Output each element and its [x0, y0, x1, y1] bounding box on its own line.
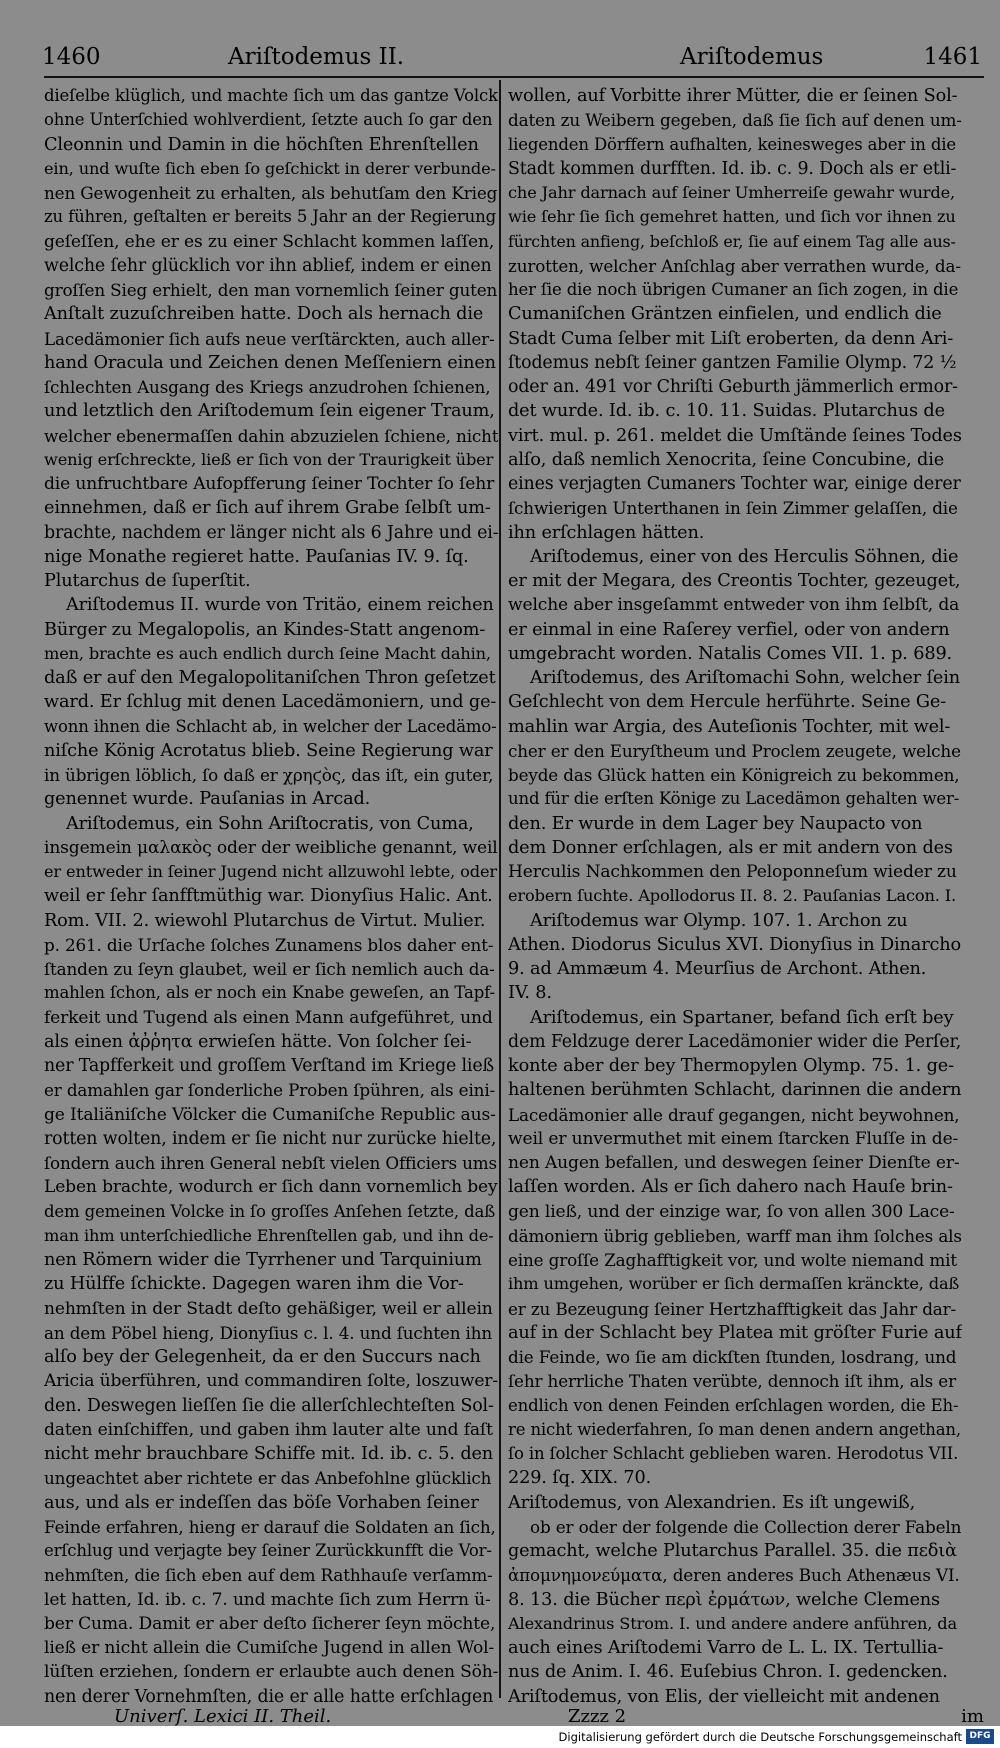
text-line: in übrigen löblich, ſo daß er χρηϛὸς, das iſt, ein guter, — [44, 765, 494, 785]
left-column — [44, 84, 498, 1709]
text-line: ungeachtet aber richtete er das Anbefohlne glücklich — [44, 1468, 492, 1489]
text-line: ἀπομνημονεύματα, deren anderes Buch Athenæus VI. — [508, 1565, 960, 1586]
text-line: ber Cuma. Damit er aber deſto ſicherer ſeyn möchte, — [44, 1613, 496, 1634]
text-line: umgebracht worden. Natalis Comes VII. 1. p. 689. — [508, 643, 953, 664]
text-line: daten einſchiffen, und gaben ihm lauter alte und faſt — [44, 1419, 493, 1440]
text-line: erobern ſuchte. Apollodorus II. 8. 2. Pauſanias Lacon. I. — [508, 886, 956, 906]
text-line: die unfruchtbare Aufopfferung ſeiner Tochter ſo ſehr — [44, 474, 495, 494]
text-line: weil er ſehr ſanfftmüthig war. Dionyſius Halic. Ant. — [44, 886, 493, 907]
text-line: virt. mul. p. 261. meldet die Umſtände ſeines Todes — [508, 425, 962, 446]
text-line: auf in der Schlacht bey Platea mit gröſter Furie auf — [508, 1322, 962, 1343]
running-head-right: Ariſtodemus — [680, 44, 824, 70]
text-line: als einen ἀῤῥητα erwieſen hätte. Von ſolcher ſei- — [44, 1031, 472, 1052]
page-number-left: 1460 — [42, 44, 101, 70]
text-line: Ariſtodemus, einer von des Herculis Söhnen, die — [530, 546, 959, 567]
text-line: nehmſten in der Stadt deſto gehäßiger, weil er allein — [44, 1298, 493, 1319]
text-line: wollen, auf Vorbitte ihrer Mütter, die er ſeinen Sol- — [508, 86, 958, 106]
text-line: ner Tapfferkeit und groſſem Verſtand im Kriege ließ — [44, 1056, 494, 1076]
text-line: ſehr herrliche Thaten verübte, dennoch iſt ihm, als er — [508, 1371, 956, 1392]
text-line: eines verjagten Cumaners Tochter war, einige derer — [508, 474, 961, 494]
text-line: Ariſtodemus, von Alexandrien. Es iſt ungewiß, — [508, 1492, 916, 1513]
text-line: daß er auf den Megalopolitaniſchen Thron geſetzet — [44, 668, 496, 688]
text-line: men, brachte es auch endlich durch ſeine Macht dahin, — [44, 643, 491, 663]
text-line: ſondern auch ihren General nebſt vielen Officiers ums — [44, 1153, 497, 1173]
text-line: daten zu Weibern gegeben, daß ſie ſich auf denen um- — [508, 110, 962, 131]
text-line: welche ſehr glücklich vor ihn ablief, indem er einen — [44, 255, 492, 276]
text-line: welcher ebenermaſſen dahin abzuzielen ſchiene, nicht — [44, 425, 498, 446]
text-line: niſche König Acrotatus blieb. Seine Regierung war — [44, 740, 493, 761]
text-line: Cleonnin und Damin in die höchſten Ehrenſtellen — [44, 134, 479, 155]
text-line: und für die erſten Könige zu Lacedämon gehalten wer- — [508, 789, 960, 809]
text-line: Plutarchus de ſuperſtit. — [44, 571, 251, 591]
text-line: geſeſſen, ehe er es zu einer Schlacht kommen laſſen, — [44, 231, 495, 252]
text-line: nen derer Vornehmſten, die er alle hatte erſchlagen — [44, 1686, 494, 1707]
text-line: det wurde. Id. ib. c. 10. 11. Suidas. Plutarchus de — [508, 401, 945, 422]
text-line: liegenden Dörffern aufhalten, keinesweges aber in die — [508, 134, 957, 154]
text-line: man ihm unterſchiedliche Ehrenſtellen gab, und ihn de- — [44, 1225, 494, 1245]
text-line: Lacedämonier ſich aufs neue verſtärckten, auch aller- — [44, 328, 495, 349]
text-line: zu führen, geſtalten er bereits 5 Jahr an der Regierung — [44, 207, 497, 227]
text-line: ihm umgehen, worüber er ſich dermaſſen kränckte, daß — [508, 1274, 960, 1294]
text-line: ſtodemus nebſt ſeiner gantzen Familie Olymp. 72 ½ — [508, 352, 957, 373]
text-line: Aricia überführen, und commandiren ſolte, loszuwer- — [44, 1371, 498, 1392]
right-column — [508, 84, 962, 1709]
text-line: Cumaniſchen Gräntzen einfielen, und endlich die — [508, 304, 942, 325]
text-line: Feinde erfahren, hieng er darauf die Soldaten an ſich, — [44, 1516, 496, 1537]
text-line: ließ er nicht allein die Cumiſche Jugend in allen Wol- — [44, 1638, 495, 1658]
text-line: haltenen berühmten Schlacht, darinnen die andern — [508, 1080, 962, 1101]
text-line: Stadt Cuma ſelber mit Liſt eroberten, da denn Ari- — [508, 328, 954, 349]
text-line: aus, und als er indeſſen das böſe Vorhaben ſeiner — [44, 1492, 479, 1513]
text-line: ein, und wuſte ſich eben ſo geſchickt in derer verbunde- — [44, 158, 496, 178]
text-line: ge Italiäniſche Völcker die Cumaniſche Republic aus- — [44, 1104, 496, 1125]
text-line: ferkeit und Tugend als einen Mann aufgeführet, und — [44, 1007, 493, 1028]
credit-bar — [0, 1726, 1000, 1748]
text-line: Alexandrinus Strom. I. und andere andere anführen, da — [508, 1613, 957, 1633]
catchword: im — [961, 1706, 984, 1726]
text-line: Ariſtodemus II. wurde von Tritäo, einem reichen — [66, 595, 494, 616]
text-line: laſſen worden. Als er ſich dahero nach Hauſe brin- — [508, 1177, 953, 1198]
text-line: und letztlich den Ariſtodemum ſein eigener Traum, — [44, 401, 495, 422]
text-line: erſchlug und verjagte bey ſeiner Zurückkunfft die Vor- — [44, 1541, 492, 1560]
text-line: Ariſtodemus, ein Spartaner, befand ſich erſt bey — [530, 1007, 954, 1028]
text-line: mahlin war Argia, des Auteſionis Tochter, mit wel- — [508, 716, 951, 737]
text-line: p. 261. die Urſache ſolches Zunamens blos daher ent- — [44, 934, 494, 955]
text-line: gen ließ, und der einzige war, ſo von allen 300 Lace- — [508, 1201, 955, 1222]
text-line: groſſen Sieg erhielt, den man vornemlich ſeiner guten — [44, 280, 498, 300]
dfg-logo: DFG — [966, 1729, 994, 1744]
text-line: zurotten, welcher Anſchlag aber verrathen wurde, da- — [508, 255, 961, 276]
text-line: wenig erſchreckte, ließ er ſich von der Traurigkeit über — [44, 449, 494, 469]
text-line: alſo bey der Gelegenheit, da er den Succurs nach — [44, 1347, 481, 1367]
text-line: Bürger zu Megalopolis, an Kindes-Statt angenom- — [44, 619, 486, 640]
text-line: nen Gewogenheit zu erhalten, als behutſam den Krieg — [44, 183, 498, 203]
text-line: er mit der Megara, des Creontis Tochter, gezeuget, — [508, 571, 961, 591]
text-line: er einmal in eine Raſerey verfiel, oder von andern — [508, 619, 950, 640]
text-line: IV. 8. — [508, 983, 552, 1004]
text-line: cher er den Euryſtheum und Proclem zeugete, welche — [508, 740, 961, 761]
text-line: brachte, nachdem er länger nicht als 6 Jahre und ei- — [44, 522, 498, 543]
text-line: 9. ad Ammæum 4. Meurſius de Archont. Athen. — [508, 959, 927, 979]
funding-credit: Digitalisierung gefördert durch die Deutsche Forschungsgemeinschaft — [558, 1730, 962, 1744]
text-line: er damahlen gar ſonderliche Proben ſpühren, als eini- — [44, 1080, 496, 1101]
text-line: Ariſtodemus, des Ariſtomachi Sohn, welcher ſein — [530, 668, 960, 688]
text-line: Lacedämonier alle drauf gegangen, nicht beywohnen, — [508, 1104, 960, 1125]
text-line: 8. 13. die Bücher περὶ ἐρμάτων, welche Clemens — [508, 1589, 940, 1610]
text-line: mahlen ſchon, als er noch ein Knabe geweſen, an Tapf- — [44, 983, 495, 1003]
text-line: einnehmen, daß er ſich auf ihrem Grabe ſelbſt um- — [44, 498, 491, 519]
signature-mark: Zzzz 2 — [568, 1706, 627, 1726]
page-footer — [44, 1705, 984, 1726]
text-line: Rom. VII. 2. wiewohl Plutarchus de Virtut. Mulier. — [44, 910, 486, 931]
text-line: dem Donner erſchlagen, als er mit andern von des — [508, 837, 953, 858]
page-number-right: 1461 — [923, 44, 982, 70]
text-line: ſo in ſolcher Schlacht geblieben waren. Herodotus VII. — [508, 1444, 959, 1463]
text-line: nige Monathe regieret hatte. Pauſanias IV. 9. ſq. — [44, 546, 469, 567]
text-line: insgemein μαλακὸς oder der weibliche genannt, weil — [44, 837, 498, 858]
column-divider — [499, 80, 501, 1698]
text-line: alſo, daß nemlich Xenocrita, ſeine Concubine, die — [508, 449, 945, 470]
text-line: 229. ſq. XIX. 70. — [508, 1468, 652, 1489]
text-line: weil er unvermuthet mit einem ſtarcken Fluſſe in de- — [508, 1128, 959, 1149]
text-line: Athen. Diodorus Siculus XVI. Dionyſius in Dinarcho — [508, 934, 961, 955]
text-line: nehmſten, die ſich eben auf dem Rathhauſe verſamm- — [44, 1565, 493, 1586]
page-header — [36, 42, 988, 76]
signature-line: Univerſ. Lexici II. Theil. — [114, 1706, 332, 1726]
text-line: ohne Unterſchied wohlverdient, ſetzte auch ſo gar den — [44, 110, 493, 130]
text-line: wie ſehr ſie ſich gemehret hatten, und ſich vor ihnen zu — [508, 207, 956, 227]
text-line: die Feinde, wo ſie am dickſten ſtunden, losdrang, und — [508, 1347, 957, 1367]
text-line: Ariſtodemus, ein Sohn Ariſtocratis, von Cuma, — [66, 813, 474, 834]
text-line: Leben brachte, wodurch er ſich dann vornemlich bey — [44, 1177, 498, 1198]
text-line: auch eines Ariſtodemi Varro de L. L. IX. Tertullia- — [508, 1638, 944, 1658]
text-line: ſchwierigen Unterthanen in ſein Zimmer gelaſſen, die — [508, 498, 958, 519]
running-head-left: Ariſtodemus II. — [228, 44, 405, 70]
text-line: welche aber insgeſammt entweder von ihm ſelbſt, da — [508, 595, 960, 616]
text-line: lüſten erziehen, ſondern er erlaubte auch denen Söh- — [44, 1662, 498, 1683]
text-line: her ſie die noch übrigen Cumaner an ſich zogen, in die — [508, 280, 959, 299]
text-line: Ariſtodemus war Olymp. 107. 1. Archon zu — [530, 910, 908, 931]
text-line: dieſelbe klüglich, und machte ſich um das gantze Volck — [44, 86, 498, 105]
text-line: ſchlechten Ausgang des Kriegs anzudrohen ſchienen, — [44, 377, 491, 397]
text-line: che Jahr darnach auf ſeiner Umherreiſe gewahr wurde, — [508, 183, 955, 202]
text-line: an dem Pöbel hieng, Dionyſius c. l. 4. und ſuchten ihn — [44, 1322, 493, 1343]
text-line: zu Hülffe ſchickte. Dagegen waren ihm die Vor- — [44, 1274, 464, 1295]
text-line: eine groſſe Zaghafftigkeit vor, und wolte niemand mit — [508, 1250, 957, 1270]
text-line: wonn ihnen die Schlacht ab, in welcher der Lacedämo- — [44, 716, 497, 736]
text-line: Geſchlecht von dem Hercule herführte. Seine Ge- — [508, 692, 946, 713]
text-line: nus de Anim. I. 46. Euſebius Chron. I. gedencken. — [508, 1662, 948, 1683]
text-line: nicht mehr brauchbare Schiffe mit. Id. ib. c. 5. den — [44, 1444, 494, 1464]
text-line: dem gemeinen Volcke in ſo groſſes Anſehen ſetzte, daß — [44, 1201, 496, 1221]
text-line: nen Augen befallen, und deswegen ſeiner Dienſte er- — [508, 1153, 960, 1173]
text-line: Anſtalt zuzuſchreiben hatte. Doch als hernach die — [44, 304, 484, 325]
header-rule — [44, 76, 984, 78]
text-line: re nicht wiederfahren, ſo man denen andern angethan, — [508, 1419, 961, 1439]
text-line: ob er oder der folgende die Collection derer Fabeln — [530, 1516, 962, 1537]
text-line: let hatten, Id. ib. c. 7. und machte ſich zum Herrn ü- — [44, 1589, 491, 1610]
text-line: ward. Er ſchlug mit denen Lacedämoniern, und ge- — [44, 692, 497, 713]
text-line: dämoniern übrig geblieben, warff man ihm ſolches als — [508, 1225, 962, 1246]
text-line: konte aber der bey Thermopylen Olymp. 75. 1. ge- — [508, 1056, 954, 1076]
text-line: nen Römern wider die Tyrrhener und Tarquinium — [44, 1250, 482, 1270]
text-line: dem Feldzuge derer Lacedämonier wider die Perſer, — [508, 1031, 962, 1052]
text-line: ihn erſchlagen hätten. — [508, 522, 705, 543]
text-line: den. Deswegen lieſſen ſie die allerſchlechteſten Sol- — [44, 1395, 494, 1416]
text-line: genennet wurde. Pauſanias in Arcad. — [44, 789, 371, 810]
text-line: fürchten anfieng, beſchloß er, ſie auf einem Tag alle aus- — [508, 231, 956, 251]
text-line: Herculis Nachkommen den Peloponneſum wieder zu — [508, 862, 957, 882]
text-line: hand Oracula und Zeichen denen Meſſeniern einen — [44, 352, 496, 373]
text-line: gemacht, welche Plutarchus Parallel. 35. die πεδιὰ — [508, 1541, 957, 1561]
text-line: rotten wolten, indem er ſie nicht nur zurücke hielte, — [44, 1128, 497, 1149]
text-line: oder an. 491 vor Chriſti Geburth jämmerlich ermor- — [508, 377, 958, 397]
text-line: Ariſtodemus, von Elis, der vielleicht mit andenen — [508, 1686, 940, 1707]
text-line: endlich von denen Feinden erſchlagen worden, die Eh- — [508, 1395, 959, 1415]
text-line: beyde das Glück hatten ein Königreich zu bekommen, — [508, 765, 960, 785]
text-line: ſtanden zu ſeyn glaubet, weil er ſich nemlich auch da- — [44, 959, 495, 979]
text-line: er entweder in ſeiner Jugend nicht allzuwohl lebte, oder — [44, 862, 497, 881]
text-line: den. Er wurde in dem Lager bey Naupacto von — [508, 813, 923, 834]
text-line: er zu Bezeugung ſeiner Hertzhafftigkeit das Jahr dar- — [508, 1298, 957, 1319]
text-line: Stadt kommen durfften. Id. ib. c. 9. Doch als er etli- — [508, 158, 957, 179]
